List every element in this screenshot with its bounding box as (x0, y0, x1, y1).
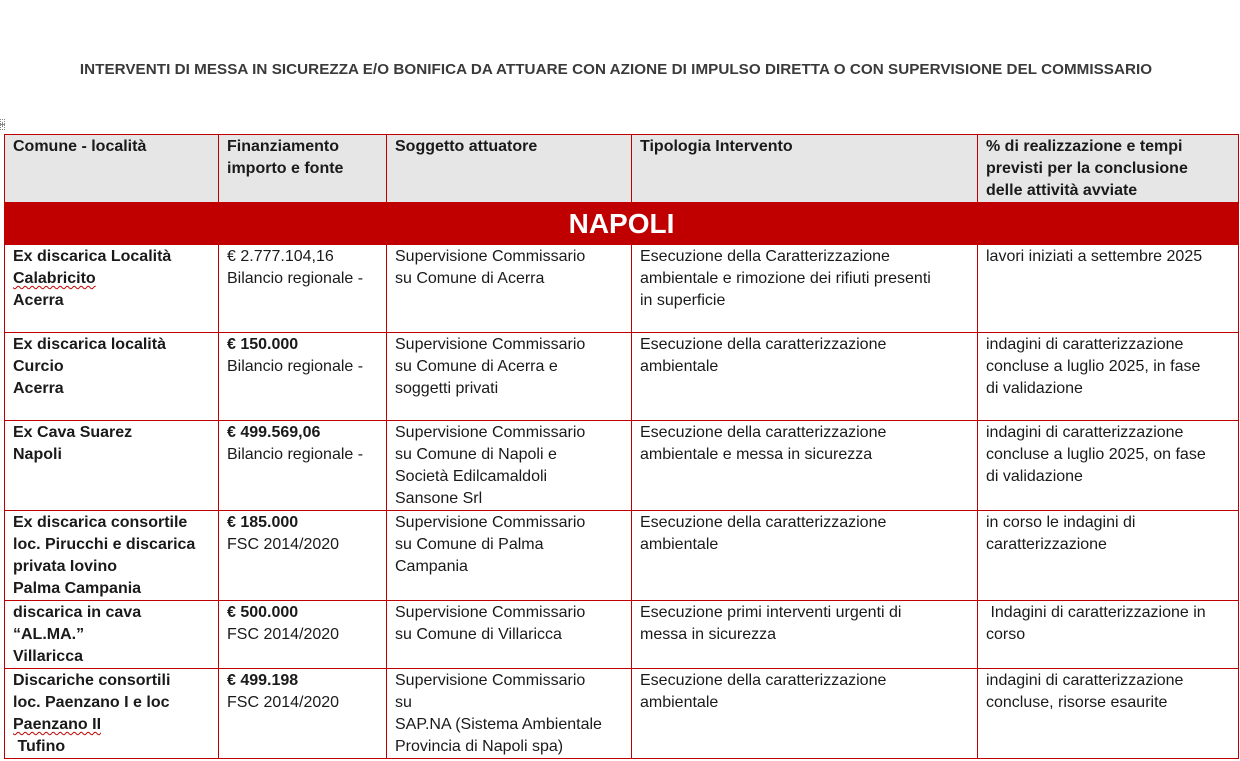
cell-soggetto: Supervisione Commissario su SAP.NA (Sistema Ambientale Provincia di Napoli spa) (387, 669, 632, 759)
header-realizzazione: % di realizzazione e tempi previsti per la conclusione delle attività avviate (978, 135, 1239, 203)
table-row (5, 669, 1239, 759)
cell-stato: Indagini di caratterizzazione in corso (978, 601, 1239, 669)
table-header-row (5, 135, 1239, 203)
cell-soggetto: Supervisione Commissario su Comune di Acerra (387, 245, 632, 333)
cell-tipologia: Esecuzione della caratterizzazione ambientale (632, 511, 978, 601)
document-title: INTERVENTI DI MESSA IN SICUREZZA E/O BONIFICA DA ATTUARE CON AZIONE DI IMPULSO DIRETTA O CON SUPERVISIONE DEL COMMISSARIO (79, 61, 1153, 78)
table-row (5, 333, 1239, 421)
cell-soggetto: Supervisione Commissario su Comune di Acerra e soggetti privati (387, 333, 632, 421)
cell-stato: lavori iniziati a settembre 2025 (978, 245, 1239, 333)
cell-comune: Ex discarica Località Calabricito Acerra (5, 245, 219, 333)
cell-soggetto: Supervisione Commissario su Comune di Palma Campania (387, 511, 632, 601)
cell-tipologia: Esecuzione della caratterizzazione ambientale e messa in sicurezza (632, 421, 978, 511)
region-label: NAPOLI (5, 203, 1239, 245)
cell-comune: discarica in cava “AL.MA.” Villaricca (5, 601, 219, 669)
cell-stato: indagini di caratterizzazione concluse a luglio 2025, on fase di validazione (978, 421, 1239, 511)
cell-comune: Discariche consortili loc. Paenzano I e loc Paenzano II Tufino (5, 669, 219, 759)
cell-tipologia: Esecuzione della caratterizzazione ambientale (632, 333, 978, 421)
cell-stato: in corso le indagini di caratterizzazione (978, 511, 1239, 601)
region-row (5, 203, 1239, 245)
cell-tipologia: Esecuzione primi interventi urgenti di messa in sicurezza (632, 601, 978, 669)
table-move-handle-icon[interactable] (0, 119, 5, 130)
cell-soggetto: Supervisione Commissario su Comune di Villaricca (387, 601, 632, 669)
header-soggetto: Soggetto attuatore (387, 135, 632, 203)
table-row (5, 601, 1239, 669)
cell-stato: indagini di caratterizzazione concluse a luglio 2025, in fase di validazione (978, 333, 1239, 421)
cell-finanziamento: € 499.198 FSC 2014/2020 (219, 669, 387, 759)
header-tipologia: Tipologia Intervento (632, 135, 978, 203)
cell-comune: Ex Cava Suarez Napoli (5, 421, 219, 511)
cell-soggetto: Supervisione Commissario su Comune di Napoli e Società Edilcamaldoli Sansone Srl (387, 421, 632, 511)
interventions-table (4, 134, 1239, 759)
cell-finanziamento: € 499.569,06 Bilancio regionale - (219, 421, 387, 511)
table-row (5, 421, 1239, 511)
cell-tipologia: Esecuzione della Caratterizzazione ambientale e rimozione dei rifiuti presenti in superficie (632, 245, 978, 333)
header-finanziamento: Finanziamento importo e fonte (219, 135, 387, 203)
table-row (5, 245, 1239, 333)
cell-comune: Ex discarica consortile loc. Pirucchi e discarica privata Iovino Palma Campania (5, 511, 219, 601)
cell-finanziamento: € 2.777.104,16 Bilancio regionale - (219, 245, 387, 333)
cell-stato: indagini di caratterizzazione concluse, risorse esaurite (978, 669, 1239, 759)
header-comune: Comune - località (5, 135, 219, 203)
table-row (5, 511, 1239, 601)
cell-tipologia: Esecuzione della caratterizzazione ambientale (632, 669, 978, 759)
cell-finanziamento: € 185.000 FSC 2014/2020 (219, 511, 387, 601)
cell-comune: Ex discarica località Curcio Acerra (5, 333, 219, 421)
cell-finanziamento: € 500.000 FSC 2014/2020 (219, 601, 387, 669)
cell-finanziamento: € 150.000 Bilancio regionale - (219, 333, 387, 421)
